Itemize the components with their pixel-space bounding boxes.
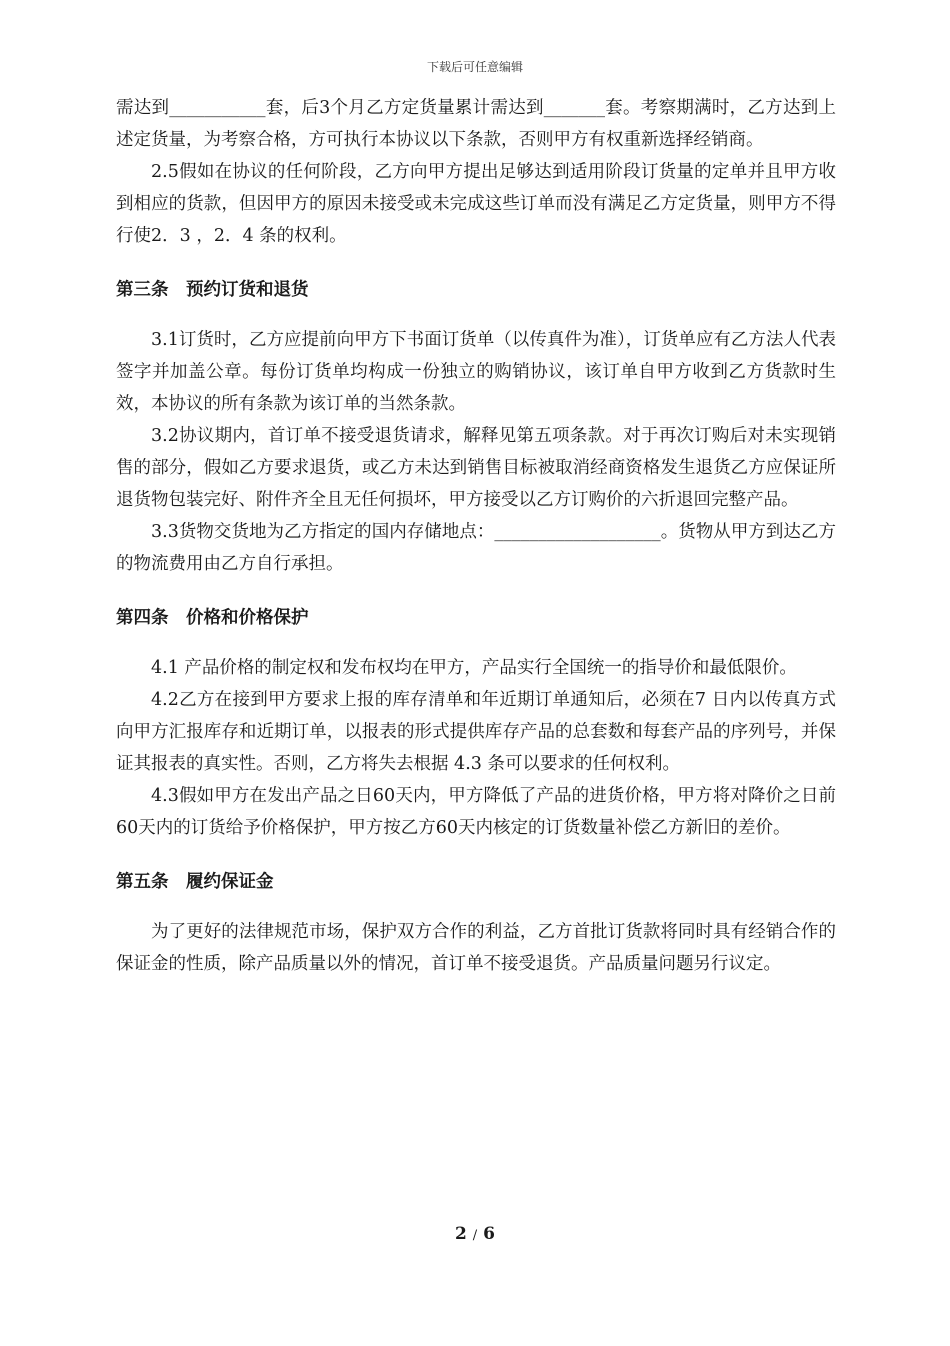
current-page: 2	[455, 1224, 467, 1244]
paragraph: 为了更好的法律规范市场，保护双方合作的利益，乙方首批订货款将同时具有经销合作的保证金的性质，除产品质量以外的情况，首订单不接受退货。产品质量问题另行议定。	[116, 922, 836, 974]
document-body	[116, 92, 836, 980]
paragraph: 4.3假如甲方在发出产品之日60天内，甲方降低了产品的进货价格，甲方将对降价之日前60天内的订货给予价格保护，甲方按乙方60天内核定的订货数量补偿乙方新旧的差价。	[116, 786, 836, 838]
section-heading: 第四条 价格和价格保护	[116, 608, 309, 628]
paragraph: 3.1订货时，乙方应提前向甲方下书面订货单（以传真件为准），订货单应有乙方法人代表签字并加盖公章。每份订货单均构成一份独立的购销协议，该订单自甲方收到乙方货款时生效，本协议的所有条款为该订单的当然条款。	[116, 330, 836, 414]
section-heading: 第三条 预约订货和退货	[116, 280, 309, 300]
paragraph: 需达到___________套，后3个月乙方定货量累计需达到_______套。考察期满时，乙方达到上述定货量，为考察合格，方可执行本协议以下条款，否则甲方有权重新选择经销商。	[116, 98, 836, 150]
paragraph: 3.3货物交货地为乙方指定的国内存储地点：___________________。货物从甲方到达乙方的物流费用由乙方自行承担。	[116, 522, 836, 574]
paragraph: 4.2乙方在接到甲方要求上报的库存清单和年近期订单通知后，必须在7 日内以传真方式向甲方汇报库存和近期订单，以报表的形式提供库存产品的总套数和每套产品的序列号，并保证其报表的真实性。否则，乙方将失去根据 4.3 条可以要求的任何权利。	[116, 690, 836, 774]
page-separator: /	[472, 1228, 478, 1243]
page-number	[0, 1224, 950, 1244]
total-pages: 6	[483, 1224, 495, 1244]
paragraph: 2.5假如在协议的任何阶段，乙方向甲方提出足够达到适用阶段订货量的定单并且甲方收到相应的货款，但因甲方的原因未接受或未完成这些订单而没有满足乙方定货量，则甲方不得行使2．3 ，2．4 条的权利。	[116, 162, 836, 246]
page-header: 下载后可任意编辑	[426, 60, 523, 74]
section-heading: 第五条 履约保证金	[116, 872, 274, 892]
paragraph: 4.1 产品价格的制定权和发布权均在甲方，产品实行全国统一的指导价和最低限价。	[151, 658, 797, 678]
paragraph: 3.2协议期内，首订单不接受退货请求，解释见第五项条款。对于再次订购后对未实现销售的部分，假如乙方要求退货，或乙方未达到销售目标被取消经商资格发生退货乙方应保证所退货物包装完好、附件齐全且无任何损坏，甲方接受以乙方订购价的六折退回完整产品。	[116, 426, 836, 510]
